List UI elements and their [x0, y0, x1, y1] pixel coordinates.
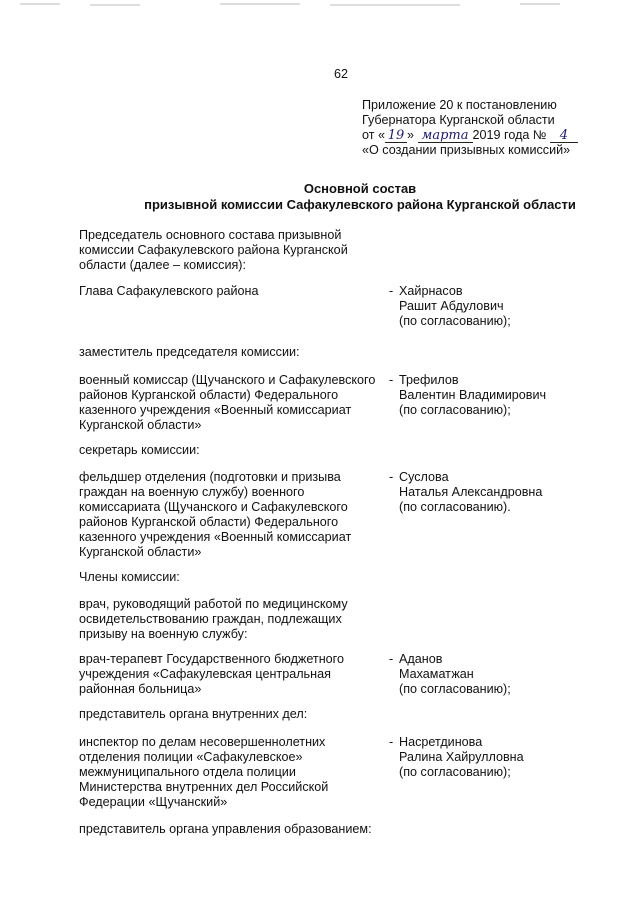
position-line: комиссии Сафакулевского района Курганской — [79, 243, 348, 257]
appendix-line-4: «О создании призывных комиссий» — [362, 143, 571, 157]
position-line: освидетельствованию граждан, подлежащих — [79, 612, 342, 626]
position-description — [79, 470, 384, 560]
member-name-lines — [399, 735, 524, 780]
position-line: врач-терапевт Государственного бюджетного — [79, 652, 344, 666]
appendix-block — [362, 98, 632, 158]
position-line: Члены комиссии: — [79, 570, 180, 584]
member-name-lines — [399, 470, 542, 515]
position-line: фельдшер отделения (подготовки и призыва — [79, 470, 341, 484]
position-description — [79, 570, 384, 585]
position-line: районная больница» — [79, 682, 202, 696]
member-name-line: Рашит Абдулович — [399, 299, 504, 313]
position-line: заместитель председателя комиссии: — [79, 345, 300, 359]
position-description — [79, 228, 384, 273]
position-line: Курганской области» — [79, 545, 202, 559]
page-number: 62 — [334, 67, 349, 81]
appendix-line-2: Губернатора Курганской области — [362, 113, 555, 127]
handwritten-day: 19 — [385, 129, 407, 143]
member-name-line: Наталья Александровна — [399, 485, 543, 499]
position-line: казенного учреждения «Военный комиссариат — [79, 403, 352, 417]
member-name-line: Махаматжан — [399, 667, 474, 681]
position-line: Глава Сафакулевского района — [79, 284, 259, 298]
position-line: Председатель основного состава призывной — [79, 228, 342, 242]
member-name-line: Хайрнасов — [399, 284, 463, 298]
position-line: межмуниципального отдела полиции — [79, 765, 296, 779]
agreement-note: (по согласованию); — [399, 682, 511, 696]
position-line: отделения полиции «Сафакулевское» — [79, 750, 303, 764]
member-name-lines — [399, 373, 546, 418]
title-line-2: призывной комиссии Сафакулевского района Курганской области — [144, 197, 576, 212]
document-title — [60, 181, 640, 213]
title-line-1: Основной состав — [303, 181, 417, 196]
member-name-lines — [399, 284, 511, 329]
member-name-lines — [399, 652, 511, 697]
position-description — [79, 345, 384, 360]
agreement-note: (по согласованию); — [399, 765, 511, 779]
member-name-line: Ралина Хайрулловна — [399, 750, 524, 764]
position-description — [79, 373, 384, 433]
position-line: Курганской области» — [79, 418, 202, 432]
appendix-date-prefix: от « — [362, 128, 385, 142]
position-description — [79, 443, 384, 458]
handwritten-number: 4 — [550, 129, 578, 143]
position-line: врач, руководящий работой по медицинскому — [79, 597, 348, 611]
scan-artifact-top — [0, 0, 640, 10]
position-line: казенного учреждения «Военный комиссариат — [79, 530, 352, 544]
position-line: инспектор по делам несовершеннолетних — [79, 735, 326, 749]
position-line: учреждения «Сафакулевская центральная — [79, 667, 331, 681]
agreement-note: (по согласованию); — [399, 403, 511, 417]
position-line: граждан на военную службу) военного — [79, 485, 305, 499]
dash-separator: - — [389, 652, 394, 666]
member-name-line: Аданов — [399, 652, 443, 666]
appendix-year: 2019 года № — [472, 128, 547, 142]
dash-separator: - — [389, 470, 394, 484]
appendix-line-3 — [362, 128, 632, 143]
position-line: военный комиссар (Щучанского и Сафакулевского — [79, 373, 376, 387]
position-line: районов Курганской области) Федерального — [79, 515, 339, 529]
position-description — [79, 652, 384, 697]
position-description — [79, 822, 384, 837]
position-line: призыву на военную службу: — [79, 627, 248, 641]
member-name-line: Насретдинова — [399, 735, 483, 749]
dash-separator: - — [389, 373, 394, 387]
agreement-note: (по согласованию). — [399, 500, 511, 514]
dash-separator: - — [389, 735, 394, 749]
member-name-line: Валентин Владимирович — [399, 388, 547, 402]
position-line: секретарь комиссии: — [79, 443, 200, 457]
handwritten-month: марта — [418, 129, 473, 143]
position-description — [79, 284, 384, 299]
position-line: комиссариата (Щучанского и Сафакулевского — [79, 500, 348, 514]
position-line: районов Курганской области) Федерального — [79, 388, 339, 402]
agreement-note: (по согласованию); — [399, 314, 511, 328]
position-line: представитель органа управления образованием: — [79, 822, 372, 836]
appendix-line-1: Приложение 20 к постановлению — [362, 98, 557, 112]
position-description — [79, 597, 384, 642]
position-line: представитель органа внутренних дел: — [79, 707, 308, 721]
dash-separator: - — [389, 284, 394, 298]
position-line: области (далее – комиссия): — [79, 258, 246, 272]
appendix-date-mid: » — [407, 128, 415, 142]
member-name-line: Суслова — [399, 470, 449, 484]
position-description — [79, 707, 384, 722]
position-description — [79, 735, 384, 810]
member-name-line: Трефилов — [399, 373, 459, 387]
position-line: Министерства внутренних дел Российской — [79, 780, 329, 794]
position-line: Федерации «Щучанский» — [79, 795, 228, 809]
